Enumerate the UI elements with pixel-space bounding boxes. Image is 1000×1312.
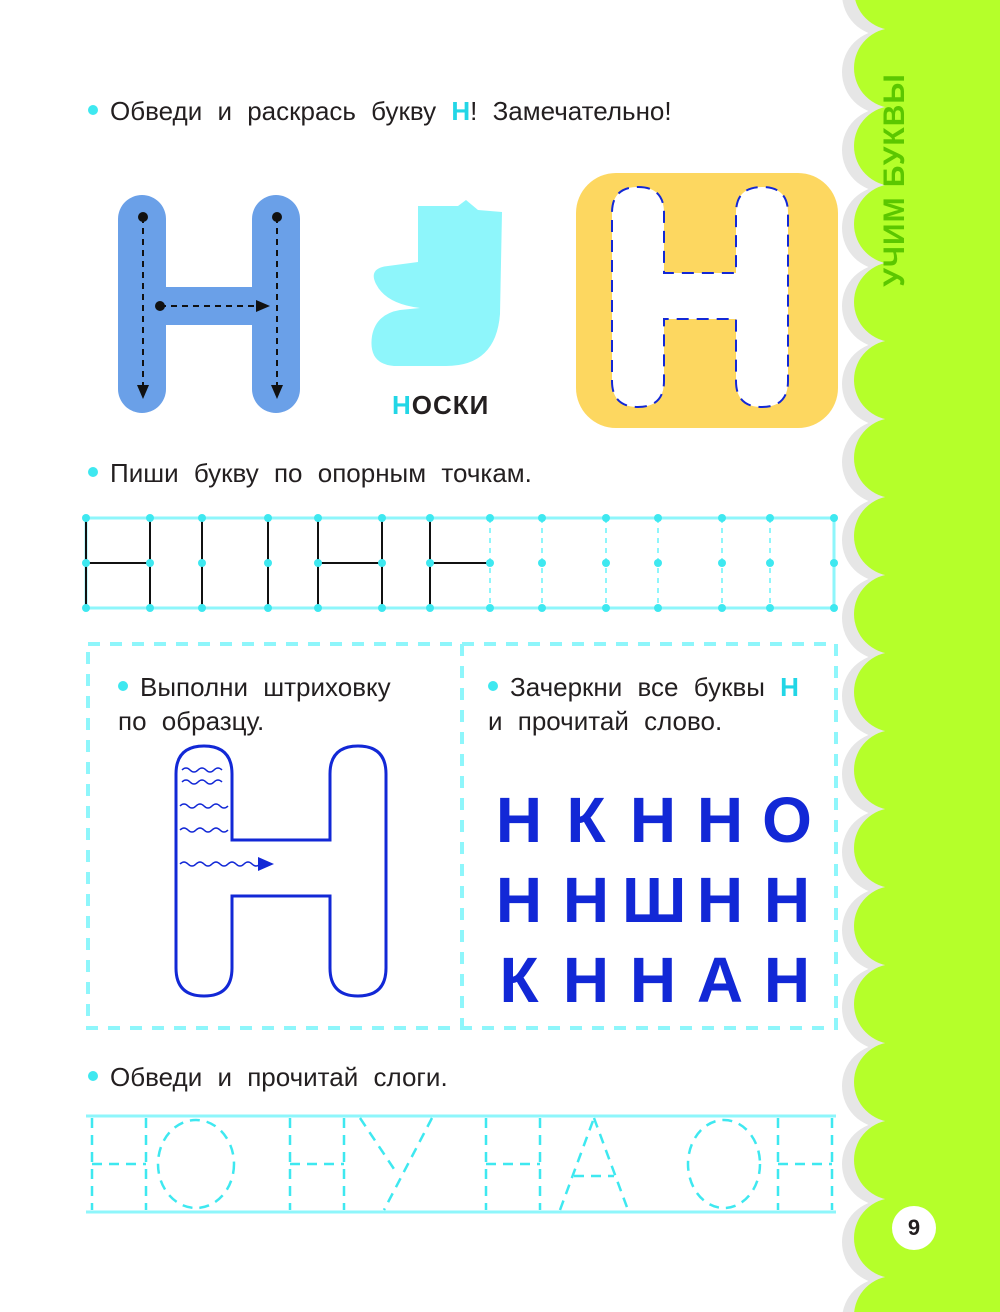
grid-letter[interactable]: Ш <box>622 864 687 936</box>
task3-text-line2: по образцу. <box>118 706 265 736</box>
grid-dot <box>378 514 386 522</box>
task5-instruction <box>88 1062 448 1093</box>
syllable-tracing-line[interactable] <box>84 1112 840 1218</box>
grid-letter[interactable]: Н <box>562 864 610 936</box>
task4-text-line1: Зачеркни все буквы <box>510 672 781 702</box>
task1-letter: Н <box>451 96 471 126</box>
task4-letter: Н <box>780 672 799 702</box>
grid-dot <box>198 559 206 567</box>
task5-text: Обведи и прочитай слоги. <box>110 1062 448 1092</box>
picture-word-first-letter: Н <box>392 390 412 420</box>
bullet-dot <box>88 467 98 477</box>
grid-dot <box>830 559 838 567</box>
letter-h-coloring-card <box>576 173 838 428</box>
side-title: УЧИМ БУКВЫ <box>878 73 911 287</box>
grid-letter[interactable]: Н <box>696 784 744 856</box>
grid-letter[interactable]: Н <box>629 944 677 1016</box>
grid-dot <box>146 514 154 522</box>
task4-text-line2: и прочитай слово. <box>488 706 723 736</box>
grid-dot <box>602 559 610 567</box>
grid-dot <box>198 604 206 612</box>
picture-word-rest: ОСКИ <box>411 390 490 420</box>
grid-dot <box>538 559 546 567</box>
grid-dot <box>538 514 546 522</box>
grid-letter[interactable]: Н <box>562 944 610 1016</box>
grid-dot <box>830 514 838 522</box>
letter-grid-row <box>488 940 818 1020</box>
bullet-dot <box>118 681 128 691</box>
letter-h-tracing-guide <box>118 195 308 415</box>
grid-letter[interactable]: А <box>696 944 744 1016</box>
grid-letter[interactable]: О <box>762 784 812 856</box>
grid-dot <box>718 514 726 522</box>
grid-dot <box>486 559 494 567</box>
grid-dot <box>654 559 662 567</box>
grid-letter[interactable]: Н <box>763 944 811 1016</box>
grid-dot <box>766 604 774 612</box>
grid-dot <box>82 559 90 567</box>
task2-instruction <box>88 458 532 489</box>
grid-dot <box>602 604 610 612</box>
grid-dot <box>82 514 90 522</box>
letter-grid-row <box>488 860 818 940</box>
task3-instruction <box>118 670 391 738</box>
grid-dot <box>82 604 90 612</box>
grid-dot <box>766 559 774 567</box>
task4-instruction <box>488 670 799 738</box>
grid-letter[interactable]: Н <box>696 864 744 936</box>
grid-dot <box>198 514 206 522</box>
grid-dot <box>426 514 434 522</box>
picture-word <box>392 390 489 421</box>
bullet-dot <box>488 681 498 691</box>
grid-dot <box>654 514 662 522</box>
task3-text-line1: Выполни штриховку <box>140 672 391 702</box>
letter-grid-row <box>488 780 818 860</box>
grid-letter[interactable]: Н <box>763 864 811 936</box>
grid-dot <box>718 604 726 612</box>
grid-dot <box>538 604 546 612</box>
grid-dot <box>264 514 272 522</box>
bullet-dot <box>88 105 98 115</box>
task1-text: Обведи и раскрась букву <box>110 96 452 126</box>
grid-dot <box>766 514 774 522</box>
grid-dot <box>486 604 494 612</box>
grid-dot <box>426 604 434 612</box>
page-number: 9 <box>892 1206 936 1250</box>
dot-writing-grid[interactable] <box>80 510 840 615</box>
task1-instruction <box>88 96 672 127</box>
grid-dot <box>602 514 610 522</box>
grid-dot <box>314 514 322 522</box>
grid-dot <box>654 604 662 612</box>
grid-letter[interactable]: К <box>566 784 606 856</box>
grid-letter[interactable]: Н <box>495 784 543 856</box>
grid-dot <box>146 604 154 612</box>
grid-dot <box>378 559 386 567</box>
grid-dot <box>264 604 272 612</box>
grid-letter[interactable]: Н <box>495 864 543 936</box>
grid-dot <box>146 559 154 567</box>
grid-dot <box>486 514 494 522</box>
bullet-dot <box>88 1071 98 1081</box>
grid-dot <box>378 604 386 612</box>
grid-letter[interactable]: К <box>499 944 539 1016</box>
task2-text: Пиши букву по опорным точкам. <box>110 458 532 488</box>
grid-dot <box>718 559 726 567</box>
letter-h-hatching[interactable] <box>172 742 392 1002</box>
grid-dot <box>314 604 322 612</box>
grid-dot <box>830 604 838 612</box>
letter-grid <box>488 780 818 1020</box>
grid-letter[interactable]: Н <box>629 784 677 856</box>
grid-dot <box>264 559 272 567</box>
grid-dot <box>314 559 322 567</box>
sock-icon <box>366 196 516 371</box>
grid-dot <box>426 559 434 567</box>
task1-text-end: ! Замечательно! <box>470 96 672 126</box>
